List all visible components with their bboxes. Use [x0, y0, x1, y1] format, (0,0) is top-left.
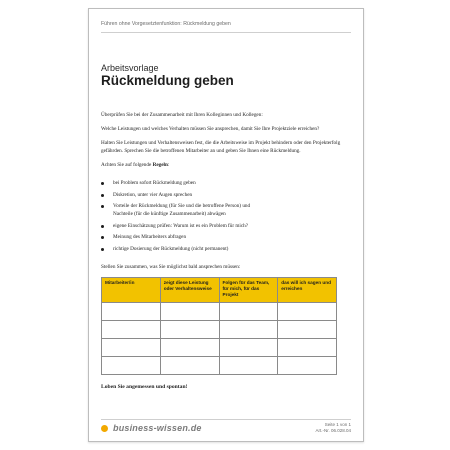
list-item — [101, 202, 351, 218]
table-cell[interactable] — [160, 338, 219, 356]
paragraph-2: Welche Leistungen und welches Verhalten müssen Sie ansprechen, damit Sie Ihre Projektziele erreichen? — [101, 126, 320, 132]
table-row — [102, 302, 337, 320]
table-row — [102, 338, 337, 356]
footer-meta — [315, 422, 351, 434]
table-cell[interactable] — [219, 320, 278, 338]
table-cell[interactable] — [278, 338, 337, 356]
footer-divider — [101, 419, 351, 420]
document-page — [88, 8, 364, 442]
table-cell[interactable] — [160, 320, 219, 338]
table-row — [102, 356, 337, 374]
closing-statement: Loben Sie angemessen und spontan! — [101, 384, 188, 390]
table-cell[interactable] — [219, 302, 278, 320]
rules-suffix: : — [167, 162, 170, 168]
header-divider — [101, 32, 351, 33]
table-cell[interactable] — [219, 338, 278, 356]
rules-heading — [101, 161, 351, 169]
bullet-icon — [101, 236, 104, 239]
table-cell[interactable] — [219, 356, 278, 374]
table-cell[interactable] — [278, 356, 337, 374]
list-item-subtext: Nachteile (für die künftige Zusammenarbeit) abwägen — [113, 211, 226, 218]
column-header: das will ich sagen und erreichen — [278, 277, 337, 302]
table-cell[interactable] — [102, 356, 161, 374]
list-item-text: richtige Dosierung der Rückmeldung (nicht permanent) — [113, 245, 229, 252]
bullet-icon — [101, 248, 104, 251]
table-cell[interactable] — [278, 320, 337, 338]
page-number: Seite 1 von 1 — [324, 422, 351, 427]
table-intro: Stellen Sie zusammen, was Sie möglichst bald ansprechen müssen: — [101, 263, 241, 270]
table-header-row — [102, 277, 337, 302]
bullet-icon — [101, 225, 104, 228]
document-body — [101, 111, 351, 375]
column-header: Folgen für das Team, für mich, für das Projekt — [219, 277, 278, 302]
list-item-text: eigene Einschätzung prüfen: Warum ist es ein Problem für mich? — [113, 222, 249, 229]
feedback-table — [101, 277, 337, 375]
list-item-text: bei Problem sofort Rückmeldung geben — [113, 180, 196, 186]
brand-name: business-wissen.de — [113, 423, 202, 433]
table-cell[interactable] — [160, 356, 219, 374]
rules-bold: Regeln — [152, 162, 168, 168]
table-cell[interactable] — [102, 302, 161, 320]
table-row — [102, 320, 337, 338]
list-item — [101, 179, 351, 187]
list-item-text: Diskretion, unter vier Augen sprechen — [113, 191, 193, 198]
table-cell[interactable] — [278, 302, 337, 320]
table-cell[interactable] — [160, 302, 219, 320]
list-item-text: Meinung des Mitarbeiters abfragen — [113, 234, 187, 241]
list-item — [101, 233, 351, 241]
brand-dot-icon — [101, 425, 108, 432]
table-cell[interactable] — [102, 320, 161, 338]
list-item — [101, 245, 351, 253]
column-header: Mitarbeiter/in — [102, 277, 161, 302]
document-kicker: Arbeitsvorlage — [101, 63, 159, 73]
bullet-icon — [101, 194, 104, 197]
bullet-icon — [101, 182, 104, 185]
list-item — [101, 222, 351, 230]
brand-logo — [101, 423, 202, 433]
rules-list — [101, 179, 351, 253]
bullet-icon — [101, 205, 104, 208]
article-number: Art.-Nr. 06.028.04 — [315, 428, 351, 433]
document-title: Rückmeldung geben — [101, 73, 234, 88]
list-item — [101, 191, 351, 199]
rules-prefix: Achten Sie auf folgende — [101, 162, 153, 168]
running-header: Führen ohne Vorgesetztenfunktion: Rückmeldung geben — [101, 21, 231, 27]
column-header: zeigt diese Leistung oder Verhaltensweise — [160, 277, 219, 302]
paragraph-1: Überprüfen Sie bei der Zusammenarbeit mit Ihren Kolleginnen und Kollegen: — [101, 112, 263, 118]
paragraph-3: Halten Sie Leistungen und Verhaltensweisen fest, die die Arbeitsweise im Projekt behindern oder den Projekterfolg gefährden. Sprechen Sie die betroffenen Mitarbeiter an und geben Sie Ihnen eine Rückmeldung. — [101, 140, 341, 154]
list-item-text: Vorteile der Rückmeldung (für Sie und die betroffene Person) und — [113, 203, 251, 210]
table-cell[interactable] — [102, 338, 161, 356]
